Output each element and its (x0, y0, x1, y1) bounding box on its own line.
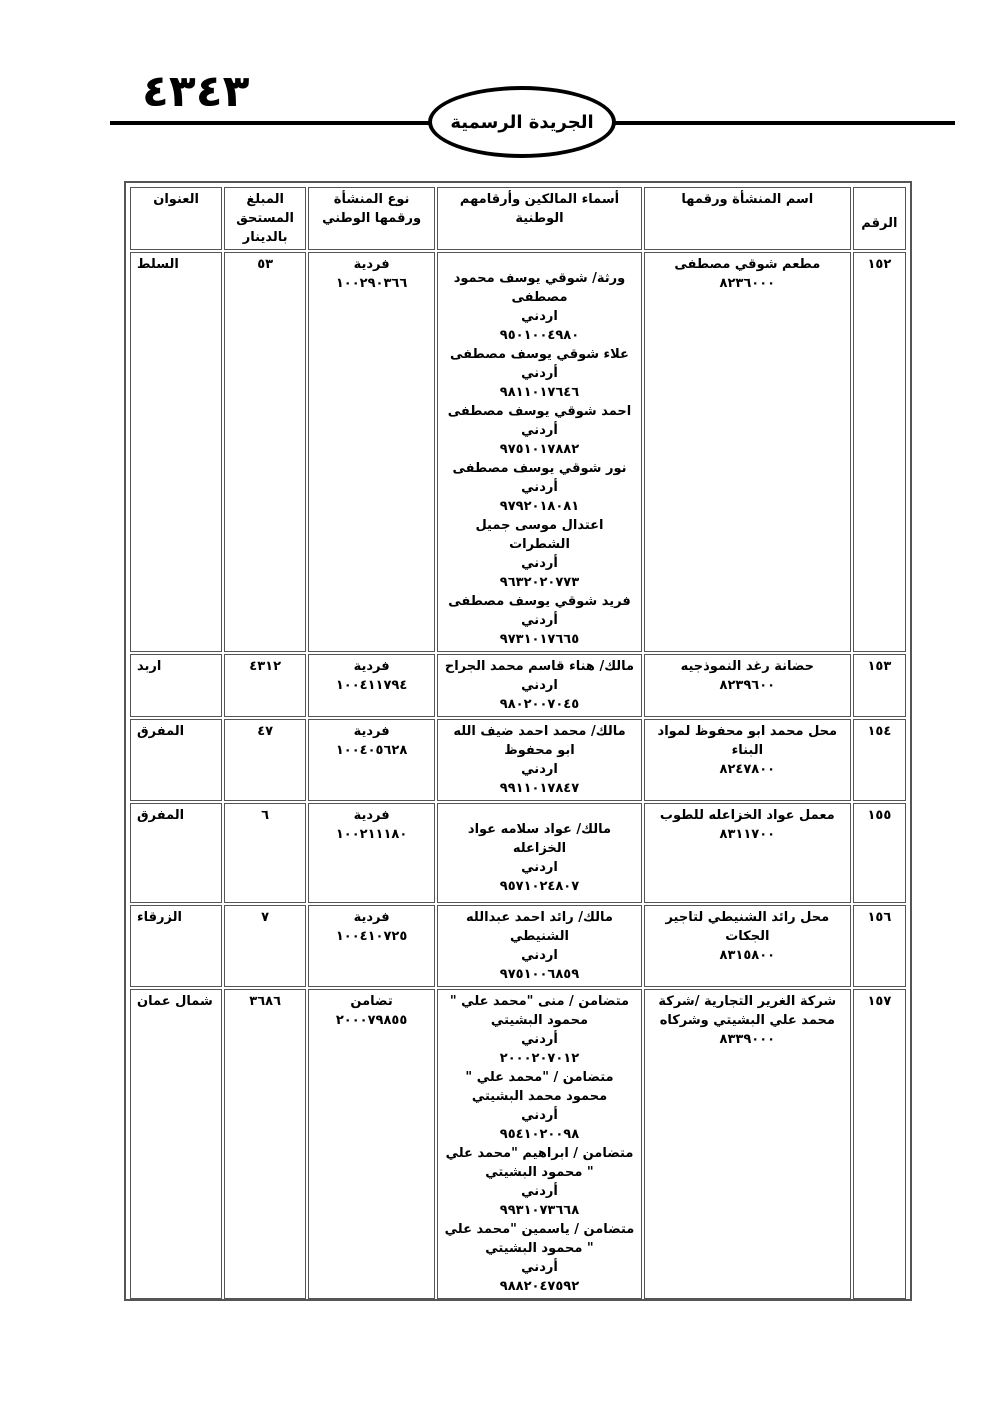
row-number-text: ١٥٦ (867, 910, 892, 925)
type-cell (308, 654, 435, 717)
owner-name: مالك/ هناء قاسم محمد الجراح (444, 659, 635, 674)
table-row (130, 654, 906, 717)
owner-entry (444, 657, 635, 714)
owner-nationality: أردني (521, 556, 558, 571)
establishment-national-id: ١٠٠٤٠٥٦٢٨ (335, 743, 408, 758)
establishment-name: حضانة رغد النموذجيه (680, 659, 815, 674)
owner-national-id: ٩٥٤١٠٢٠٠٩٨ (499, 1127, 580, 1142)
gazette-title: الجريدة الرسمية (450, 111, 594, 133)
establishment-type: فردية (353, 910, 390, 925)
registry-table (124, 181, 912, 1301)
establishment-type: فردية (353, 724, 390, 739)
amount-due: ٤٧ (257, 724, 274, 739)
owner-entry (444, 516, 635, 592)
row-number-text: ١٥٧ (867, 994, 892, 1009)
owner-name: مالك/ عواد سلامه عواد الخزاعله (467, 822, 612, 856)
establishment-id: ٨٣١٥٨٠٠ (719, 948, 776, 963)
owner-entry (444, 592, 635, 649)
owner-nationality: اردني (521, 678, 558, 693)
address-text: الزرقاء (137, 910, 182, 925)
establishment-id: ٨٢٣٩٦٠٠ (719, 678, 776, 693)
establishment-name: محل رائد الشنيطي لتاجير الجكات (665, 910, 830, 944)
header-number: الرقم (853, 187, 906, 250)
header-type: نوع المنشأة ورقمها الوطني (308, 187, 435, 250)
owner-nationality: أردني (521, 613, 558, 628)
page-number: ٤٣٤٣ (142, 66, 250, 117)
owner-nationality: أردني (521, 1184, 558, 1199)
address-text: المفرق (137, 808, 185, 823)
row-number-text: ١٥٤ (867, 724, 892, 739)
owner-name: متضامن / منى "محمد علي " محمود البشيتي (449, 994, 630, 1028)
row-number-text: ١٥٢ (867, 257, 892, 272)
type-cell (308, 803, 435, 903)
owner-entry (444, 459, 635, 516)
owners-cell (437, 803, 642, 903)
address-cell (130, 803, 222, 903)
owner-nationality: أردني (521, 1032, 558, 1047)
owner-nationality: أردني (521, 366, 558, 381)
owner-name: متضامن / ابراهيم "محمد علي " محمود البشيتي (445, 1146, 634, 1180)
owners-cell (437, 719, 642, 801)
owner-name: نور شوقي يوسف مصطفى (452, 461, 627, 476)
establishment-id: ٨٢٣٦٠٠٠ (719, 276, 776, 291)
owner-national-id: ٩٩١١٠١٧٨٤٧ (499, 781, 580, 796)
owner-national-id: ٩٥٠١٠٠٤٩٨٠ (499, 328, 580, 343)
owner-nationality: أردني (521, 480, 558, 495)
owners-cell (437, 905, 642, 987)
establishment-national-id: ٢٠٠٠٧٩٨٥٥ (335, 1013, 408, 1028)
type-cell (308, 905, 435, 987)
owner-national-id: ٩٨٨٢٠٤٧٥٩٢ (499, 1279, 580, 1294)
establishment-type: تضامن (350, 994, 393, 1009)
amount-cell (224, 252, 306, 652)
owner-name: مالك/ رائد احمد عبدالله الشنيطي (466, 910, 613, 944)
amount-due: ٧ (261, 910, 270, 925)
row-number (853, 252, 906, 652)
establishment-type: فردية (353, 808, 390, 823)
owner-name: متضامن / "محمد علي " محمود محمد البشيتي (465, 1070, 614, 1104)
header-establishment: اسم المنشأة ورقمها (644, 187, 851, 250)
amount-due: ٦ (261, 808, 270, 823)
owners-cell (437, 252, 642, 652)
owner-name: ورثة/ شوقي يوسف محمود مصطفى (453, 271, 626, 305)
owner-entry (444, 1068, 635, 1144)
owner-entry (444, 402, 635, 459)
owner-national-id: ٩٧٣١٠١٧٦٦٥ (499, 632, 580, 647)
address-text: شمال عمان (137, 994, 213, 1009)
row-number (853, 719, 906, 801)
row-number-text: ١٥٣ (867, 659, 892, 674)
owner-nationality: أردني (521, 423, 558, 438)
owner-national-id: ٩٧٥١٠٠٦٨٥٩ (499, 967, 580, 982)
amount-due: ٣٦٨٦ (249, 994, 282, 1009)
owner-nationality: اردني (521, 309, 558, 324)
amount-due: ٤٣١٢ (249, 659, 282, 674)
owner-national-id: ٩٧٩٢٠١٨٠٨١ (499, 499, 580, 514)
owner-entry (444, 269, 635, 345)
row-number (853, 905, 906, 987)
owner-nationality: اردني (521, 860, 558, 875)
owner-name: مالك/ محمد احمد ضيف الله ابو محفوظ (453, 724, 626, 758)
owner-entry (444, 992, 635, 1068)
row-number-text: ١٥٥ (867, 808, 892, 823)
establishment-national-id: ١٠٠٤١١٧٩٤ (335, 678, 408, 693)
table-row (130, 252, 906, 652)
establishment-type: فردية (353, 659, 390, 674)
type-cell (308, 719, 435, 801)
address-text: اربد (137, 659, 162, 674)
owner-name: اعتدال موسى جميل الشطرات (475, 518, 604, 552)
table-row (130, 719, 906, 801)
owner-entry (444, 908, 635, 984)
type-cell (308, 252, 435, 652)
establishment-national-id: ١٠٠٢٩٠٣٦٦ (335, 276, 408, 291)
address-cell (130, 719, 222, 801)
establishment-national-id: ١٠٠٢١١١٨٠ (335, 827, 408, 842)
establishment-id: ٨٣١١٧٠٠ (719, 827, 776, 842)
owner-nationality: اردني (521, 948, 558, 963)
header-owners: أسماء المالكين وأرقامهم الوطنية (437, 187, 642, 250)
establishment-id: ٨٢٤٧٨٠٠ (719, 762, 776, 777)
owner-national-id: ٩٥٧١٠٢٤٨٠٧ (499, 879, 580, 894)
address-cell (130, 989, 222, 1299)
table-row (130, 905, 906, 987)
amount-cell (224, 803, 306, 903)
owner-entry (444, 1144, 635, 1220)
owner-national-id: ٩٦٣٢٠٢٠٧٧٣ (499, 575, 580, 590)
amount-due: ٥٣ (257, 257, 274, 272)
establishment-national-id: ١٠٠٤١٠٧٢٥ (335, 929, 408, 944)
establishment-name: مطعم شوقي مصطفى (674, 257, 821, 272)
table-row (130, 989, 906, 1299)
owner-national-id: ٩٧٥١٠١٧٨٨٢ (499, 442, 580, 457)
address-text: السلط (137, 257, 179, 272)
row-number (853, 654, 906, 717)
amount-cell (224, 654, 306, 717)
gazette-title-oval (428, 86, 616, 158)
owners-spacer (444, 806, 635, 820)
establishment-name: معمل عواد الخزاعله للطوب (659, 808, 835, 823)
owners-cell (437, 989, 642, 1299)
address-cell (130, 905, 222, 987)
owner-national-id: ٢٠٠٠٢٠٧٠١٢ (499, 1051, 580, 1066)
establishment-cell (644, 905, 851, 987)
owners-cell (437, 654, 642, 717)
owner-national-id: ٩٨١١٠١٧٦٤٦ (499, 385, 580, 400)
owner-national-id: ٩٨٠٢٠٠٧٠٤٥ (499, 697, 580, 712)
establishment-type: فردية (353, 257, 390, 272)
owner-name: علاء شوقي يوسف مصطفى (450, 347, 629, 362)
table-row (130, 803, 906, 903)
establishment-cell (644, 654, 851, 717)
owner-nationality: أردني (521, 1108, 558, 1123)
establishment-name: شركة الغرير التجارية /شركة محمد علي البشيتي وشركاه (658, 994, 837, 1028)
amount-cell (224, 989, 306, 1299)
owner-entry (444, 820, 635, 896)
owner-nationality: اردني (521, 762, 558, 777)
owner-name: فريد شوقي يوسف مصطفى (448, 594, 631, 609)
owner-name: متضامن / ياسمين "محمد علي " محمود البشيتي (444, 1222, 635, 1256)
owner-national-id: ٩٩٣١٠٧٣٦٦٨ (499, 1203, 580, 1218)
establishment-cell (644, 719, 851, 801)
address-cell (130, 252, 222, 652)
establishment-id: ٨٣٣٩٠٠٠ (719, 1032, 776, 1047)
amount-cell (224, 905, 306, 987)
address-cell (130, 654, 222, 717)
owners-spacer (444, 255, 635, 269)
establishment-cell (644, 803, 851, 903)
owner-entry (444, 722, 635, 798)
owner-nationality: أردني (521, 1260, 558, 1275)
owner-name: احمد شوقي يوسف مصطفى (447, 404, 632, 419)
establishment-name: محل محمد ابو محفوظ لمواد البناء (657, 724, 838, 758)
address-text: المفرق (137, 724, 185, 739)
amount-cell (224, 719, 306, 801)
owner-entry (444, 345, 635, 402)
header-address: العنوان (130, 187, 222, 250)
type-cell (308, 989, 435, 1299)
row-number (853, 989, 906, 1299)
header-amount: المبلغ المستحق بالدينار (224, 187, 306, 250)
row-number (853, 803, 906, 903)
owner-entry (444, 1220, 635, 1296)
establishment-cell (644, 252, 851, 652)
establishment-cell (644, 989, 851, 1299)
